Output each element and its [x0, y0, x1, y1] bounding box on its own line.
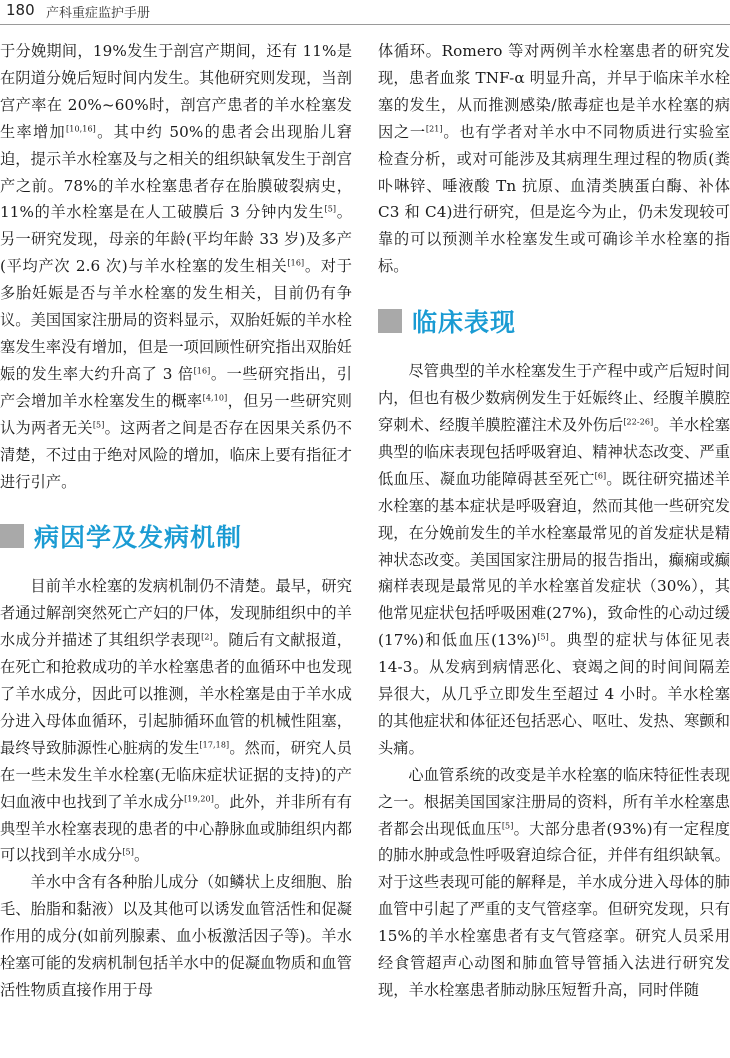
section-marker-icon [0, 524, 24, 548]
citation: [5] [324, 204, 337, 214]
book-title: 产科重症监护手册 [46, 6, 151, 21]
page-header [0, 0, 730, 25]
citation: [16] [287, 258, 305, 268]
page-number: 180 [6, 1, 35, 19]
citation: [22-26] [623, 417, 654, 427]
paragraph-left-1: 于分娩期间，19%发生于剖宫产期间，还有 11%是在阴道分娩后短时间内发生。其他研究则发现，当剖宫产率在 20%~60%时，剖宫产患者的羊水栓塞发生率增加[10,16]。其中约 50%的患者会出现胎儿窘迫，提示羊水栓塞及与之相关的组织缺氧发生于剖宫产之前。78%的羊水栓塞患者存在胎膜破裂病史，11%的羊水栓塞是在人工破膜后 3 分钟内发生[5]。另一研究发现，母亲的年龄(平均年龄 33 岁)及多产(平均产次 2.6 次)与羊水栓塞的发生相关[16]。对于多胎妊娠是否与羊水栓塞的发生相关，目前仍有争议。美国国家注册局的资料显示，双胎妊娠的羊水栓塞发生率没有增加，但是一项回顾性研究指出双胎妊娠的发生率大约升高了 3 倍[16]。一些研究指出，引产会增加羊水栓塞发生的概率[4,10]，但另一些研究则认为两者无关[5]。这两者之间是否存在因果关系仍不清楚，不过由于绝对风险的增加，临床上要有指征才进行引产。 [0, 42, 353, 491]
paragraph-right-3: 心血管系统的改变是羊水栓塞的临床特征性表现之一。根据美国国家注册局的资料，所有羊水栓塞患者都会出现低血压[5]。大部分患者(93%)有一定程度的肺水肿或急性呼吸窘迫综合征，并伴有组织缺氧。对于这些表现可能的解释是，羊水成分进入母体的肺血管中引起了严重的支气管痉挛。但研究发现，只有 15%的羊水栓塞患者有支气管痉挛。研究人员采用经食管超声心动图和肺血管导管插入法进行研究发现，羊水栓塞患者肺动脉压短暂升高，同时伴随 [378, 765, 730, 999]
citation: [2] [201, 632, 213, 642]
citation: [4,10] [202, 393, 228, 403]
section-heading-etiology [0, 516, 352, 556]
citation: [5] [122, 847, 134, 857]
citation: [21] [425, 124, 443, 134]
paragraph-right-2: 尽管典型的羊水栓塞发生于产程中或产后短时间内，但也有极少数病例发生于妊娠终止、经腹羊膜腔穿刺术、经腹羊膜腔灌注术及外伤后[22-26]。羊水栓塞典型的临床表现包括呼吸窘迫、精神状态改变、严重低血压、凝血功能障碍甚至死亡[6]。既往研究描述羊水栓塞的基本症状是呼吸窘迫，然而其他一些研究发现，在分娩前发生的羊水栓塞最常见的首发症状是精神状态改变。美国国家注册局的报告指出，癫痫或癫痫样表现是最常见的羊水栓塞首发症状（30%），其他常见症状包括呼吸困难(27%)，致命性的心动过缓(17%)和低血压(13%)[5]。典型的症状与体征见表 14-3。从发病到病情恶化、衰竭之间的时间间隔差异很大，从几乎立即发生至超过 4 小时。羊水栓塞的其他症状和体征还包括恶心、呕吐、发热、寒颤和头痛。 [378, 362, 730, 757]
section-marker-icon [378, 309, 402, 333]
citation: [10,16] [66, 124, 96, 134]
citation: [5] [92, 420, 105, 430]
section-heading-clinical [378, 301, 730, 341]
paragraph-right-1: 体循环。Romero 等对两例羊水栓塞患者的研究发现，患者血浆 TNF-α 明显升高，并早于临床羊水栓塞的发生，从而推测感染/脓毒症也是羊水栓塞的病因之一[21]。也有学者对羊水中不同物质进行实验室检查分析，或对可能涉及其病理生理过程的物质(粪卟啉锌、唾液酸 Tn 抗原、血清类胰蛋白酶、补体 C3 和 C4)进行研究，但是迄今为止，仍未发现较可靠的可以预测羊水栓塞发生或可确诊羊水栓塞的指标。 [378, 42, 730, 276]
citation: [19,20] [184, 794, 214, 804]
paragraph-left-3: 羊水中含有各种胎儿成分（如鳞状上皮细胞、胎毛、胎脂和黏液）以及其他可以诱发血管活性和促凝作用的成分(如前列腺素、血小板激活因子等)。羊水栓塞可能的发病机制包括羊水中的促凝血物质和血管活性物质直接作用于母 [0, 873, 352, 999]
citation: [6] [594, 471, 607, 481]
paragraph-left-2: 目前羊水栓塞的发病机制仍不清楚。最早，研究者通过解剖突然死亡产妇的尸体，发现肺组织中的羊水成分并描述了其组织学表现[2]。随后有文献报道，在死亡和抢救成功的羊水栓塞患者的血循环中也发现了羊水成分，因此可以推测，羊水栓塞是由于羊水成分进入母体血循环，引起肺循环血管的机械性阻塞，最终导致肺源性心脏病的发生[17,18]。然而，研究人员在一些未发生羊水栓塞(无临床症状证据的支持)的产妇血液中也找到了羊水成分[19,20]。此外，并非所有有典型羊水栓塞表现的患者的中心静脉血或肺组织内都可以找到羊水成分[5]。 [0, 577, 352, 865]
section-title: 临床表现 [412, 308, 517, 338]
citation: [17,18] [199, 740, 230, 750]
citation: [5] [501, 820, 514, 830]
left-column [0, 38, 352, 1004]
citation: [16] [193, 366, 211, 376]
right-column [378, 38, 730, 1004]
citation: [5] [537, 632, 549, 642]
section-title: 病因学及发病机制 [34, 523, 243, 553]
